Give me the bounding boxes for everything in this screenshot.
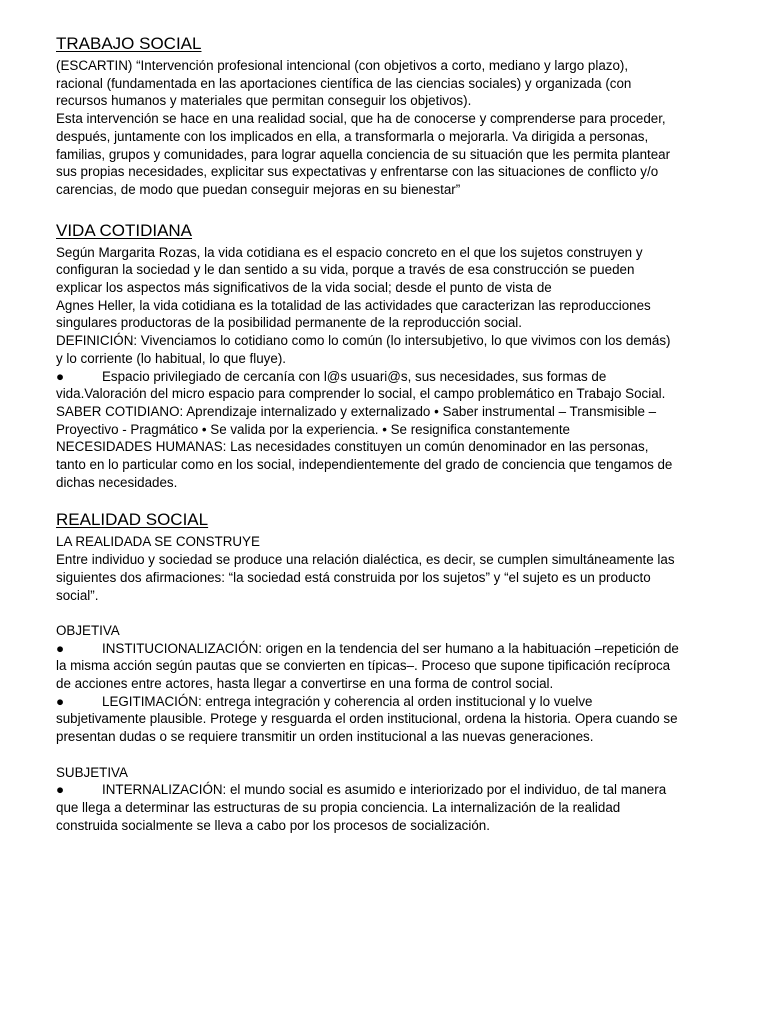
paragraph-line: configuran la sociedad y le dan sentido a su vida, porque a través de esa construcción se pueden [56, 262, 635, 278]
paragraph-line: presentan dudas o se requiere transmitir un orden institucional a las nuevas generaciones. [56, 729, 594, 745]
paragraph-line: Proyectivo - Pragmático • Se valida por la experiencia. • Se resignifica constantemente [56, 421, 571, 437]
paragraph-line: singulares productoras de la posibilidad permanente de la reproducción social. [56, 315, 522, 331]
paragraph-line: familias, grupos y comunidades, para lograr aquella conciencia de su situación que les permita plantear [56, 146, 671, 162]
subheading: OBJETIVA [56, 622, 120, 638]
bullet-icon: ● [56, 782, 65, 798]
paragraph-line: DEFINICIÓN: Vivenciamos lo cotidiano como lo común (lo intersubjetivo, lo que vivimos con los demás) [56, 333, 671, 349]
bullet-text: INTERNALIZACIÓN: el mundo social es asumido e interiorizado por el individuo, de tal manera [102, 782, 667, 798]
paragraph-line: NECESIDADES HUMANAS: Las necesidades constituyen un común denominador en las personas, [56, 439, 649, 455]
paragraph-line: construida socialmente se lleva a cabo por los procesos de socialización. [56, 817, 490, 833]
bullet-icon: ● [56, 693, 65, 709]
paragraph-line: que llega a determinar las estructuras de su propia conciencia. La internalización de la realidad [56, 799, 621, 815]
paragraph-line: dichas necesidades. [56, 474, 178, 490]
paragraph-line: tanto en lo particular como en los social, independientemente del grado de conciencia que tengamos de [56, 457, 673, 473]
paragraph-line: subjetivamente plausible. Protege y resguarda el orden institucional, ordena la historia. Opera cuando se [56, 711, 678, 727]
bullet-icon: ● [56, 640, 65, 656]
paragraph-line: vida.Valoración del micro espacio para comprender lo social, el campo problemático en Trabajo Social. [56, 386, 666, 402]
paragraph-line: siguientes dos afirmaciones: “la sociedad está construida por los sujetos” y “el sujeto es un producto [56, 569, 651, 585]
paragraph-line: (ESCARTIN) “Intervención profesional intencional (con objetivos a corto, mediano y largo plazo), [56, 58, 629, 73]
paragraph-line: carencias, de modo que puedan conseguir mejoras en su bienestar” [56, 181, 461, 197]
section-title-trabajo-social: TRABAJO SOCIAL [56, 34, 202, 53]
bullet-item [56, 781, 728, 799]
paragraph-line: de acciones entre actores, hasta llegar a convertirse en una forma de control social. [56, 676, 554, 692]
section-title-realidad-social: REALIDAD SOCIAL [56, 510, 209, 530]
paragraph-line: la misma acción según pautas que se convierten en típicas–. Proceso que supone tipificación recíproca [56, 658, 671, 674]
paragraph-line: y lo corriente (lo habitual, lo que fluye). [56, 350, 286, 366]
paragraph-line: sus propias necesidades, explicitar sus expectativas y enfrentarse con las situaciones de conflicto y/o [56, 164, 659, 180]
paragraph-line: racional (fundamentada en las aportaciones científica de las ciencias sociales) y organizada (con [56, 75, 632, 91]
bullet-text: LEGITIMACIÓN: entrega integración y coherencia al orden institucional y lo vuelve [102, 693, 593, 709]
bullet-item [56, 693, 728, 711]
subheading: SUBJETIVA [56, 764, 128, 780]
paragraph-line: SABER COTIDIANO: Aprendizaje internalizado y externalizado • Saber instrumental – Transmisible – [56, 403, 657, 419]
paragraph-line: Según Margarita Rozas, la vida cotidiana es el espacio concreto en el que los sujetos construyen y [56, 244, 643, 260]
paragraph-line: explicar los aspectos más significativos de la vida social; desde el punto de vista de [56, 280, 552, 296]
bullet-text: Espacio privilegiado de cercanía con l@s usuari@s, sus necesidades, sus formas de [102, 368, 607, 384]
bullet-icon: ● [56, 368, 65, 384]
paragraph-line: Entre individuo y sociedad se produce una relación dialéctica, es decir, se cumplen simultáneamente las [56, 552, 675, 568]
subheading: LA REALIDADA SE CONSTRUYE [56, 534, 260, 550]
paragraph-line: social”. [56, 587, 99, 603]
paragraph-line: Agnes Heller, la vida cotidiana es la totalidad de las actividades que caracterizan las reproducciones [56, 297, 651, 313]
section-title-vida-cotidiana: VIDA COTIDIANA [56, 220, 193, 240]
paragraph-line: recursos humanos y materiales que permitan conseguir los objetivos). [56, 93, 472, 109]
bullet-item [56, 640, 728, 658]
paragraph-line: Esta intervención se hace en una realidad social, que ha de conocerse y comprenderse para proceder, [56, 111, 666, 127]
bullet-item [56, 368, 728, 386]
bullet-text: INSTITUCIONALIZACIÓN: origen en la tendencia del ser humano a la habituación –repetición de [102, 640, 679, 656]
paragraph-line: después, juntamente con los implicados en ella, a transformarla o mejorarla. Va dirigida a personas, [56, 128, 649, 144]
